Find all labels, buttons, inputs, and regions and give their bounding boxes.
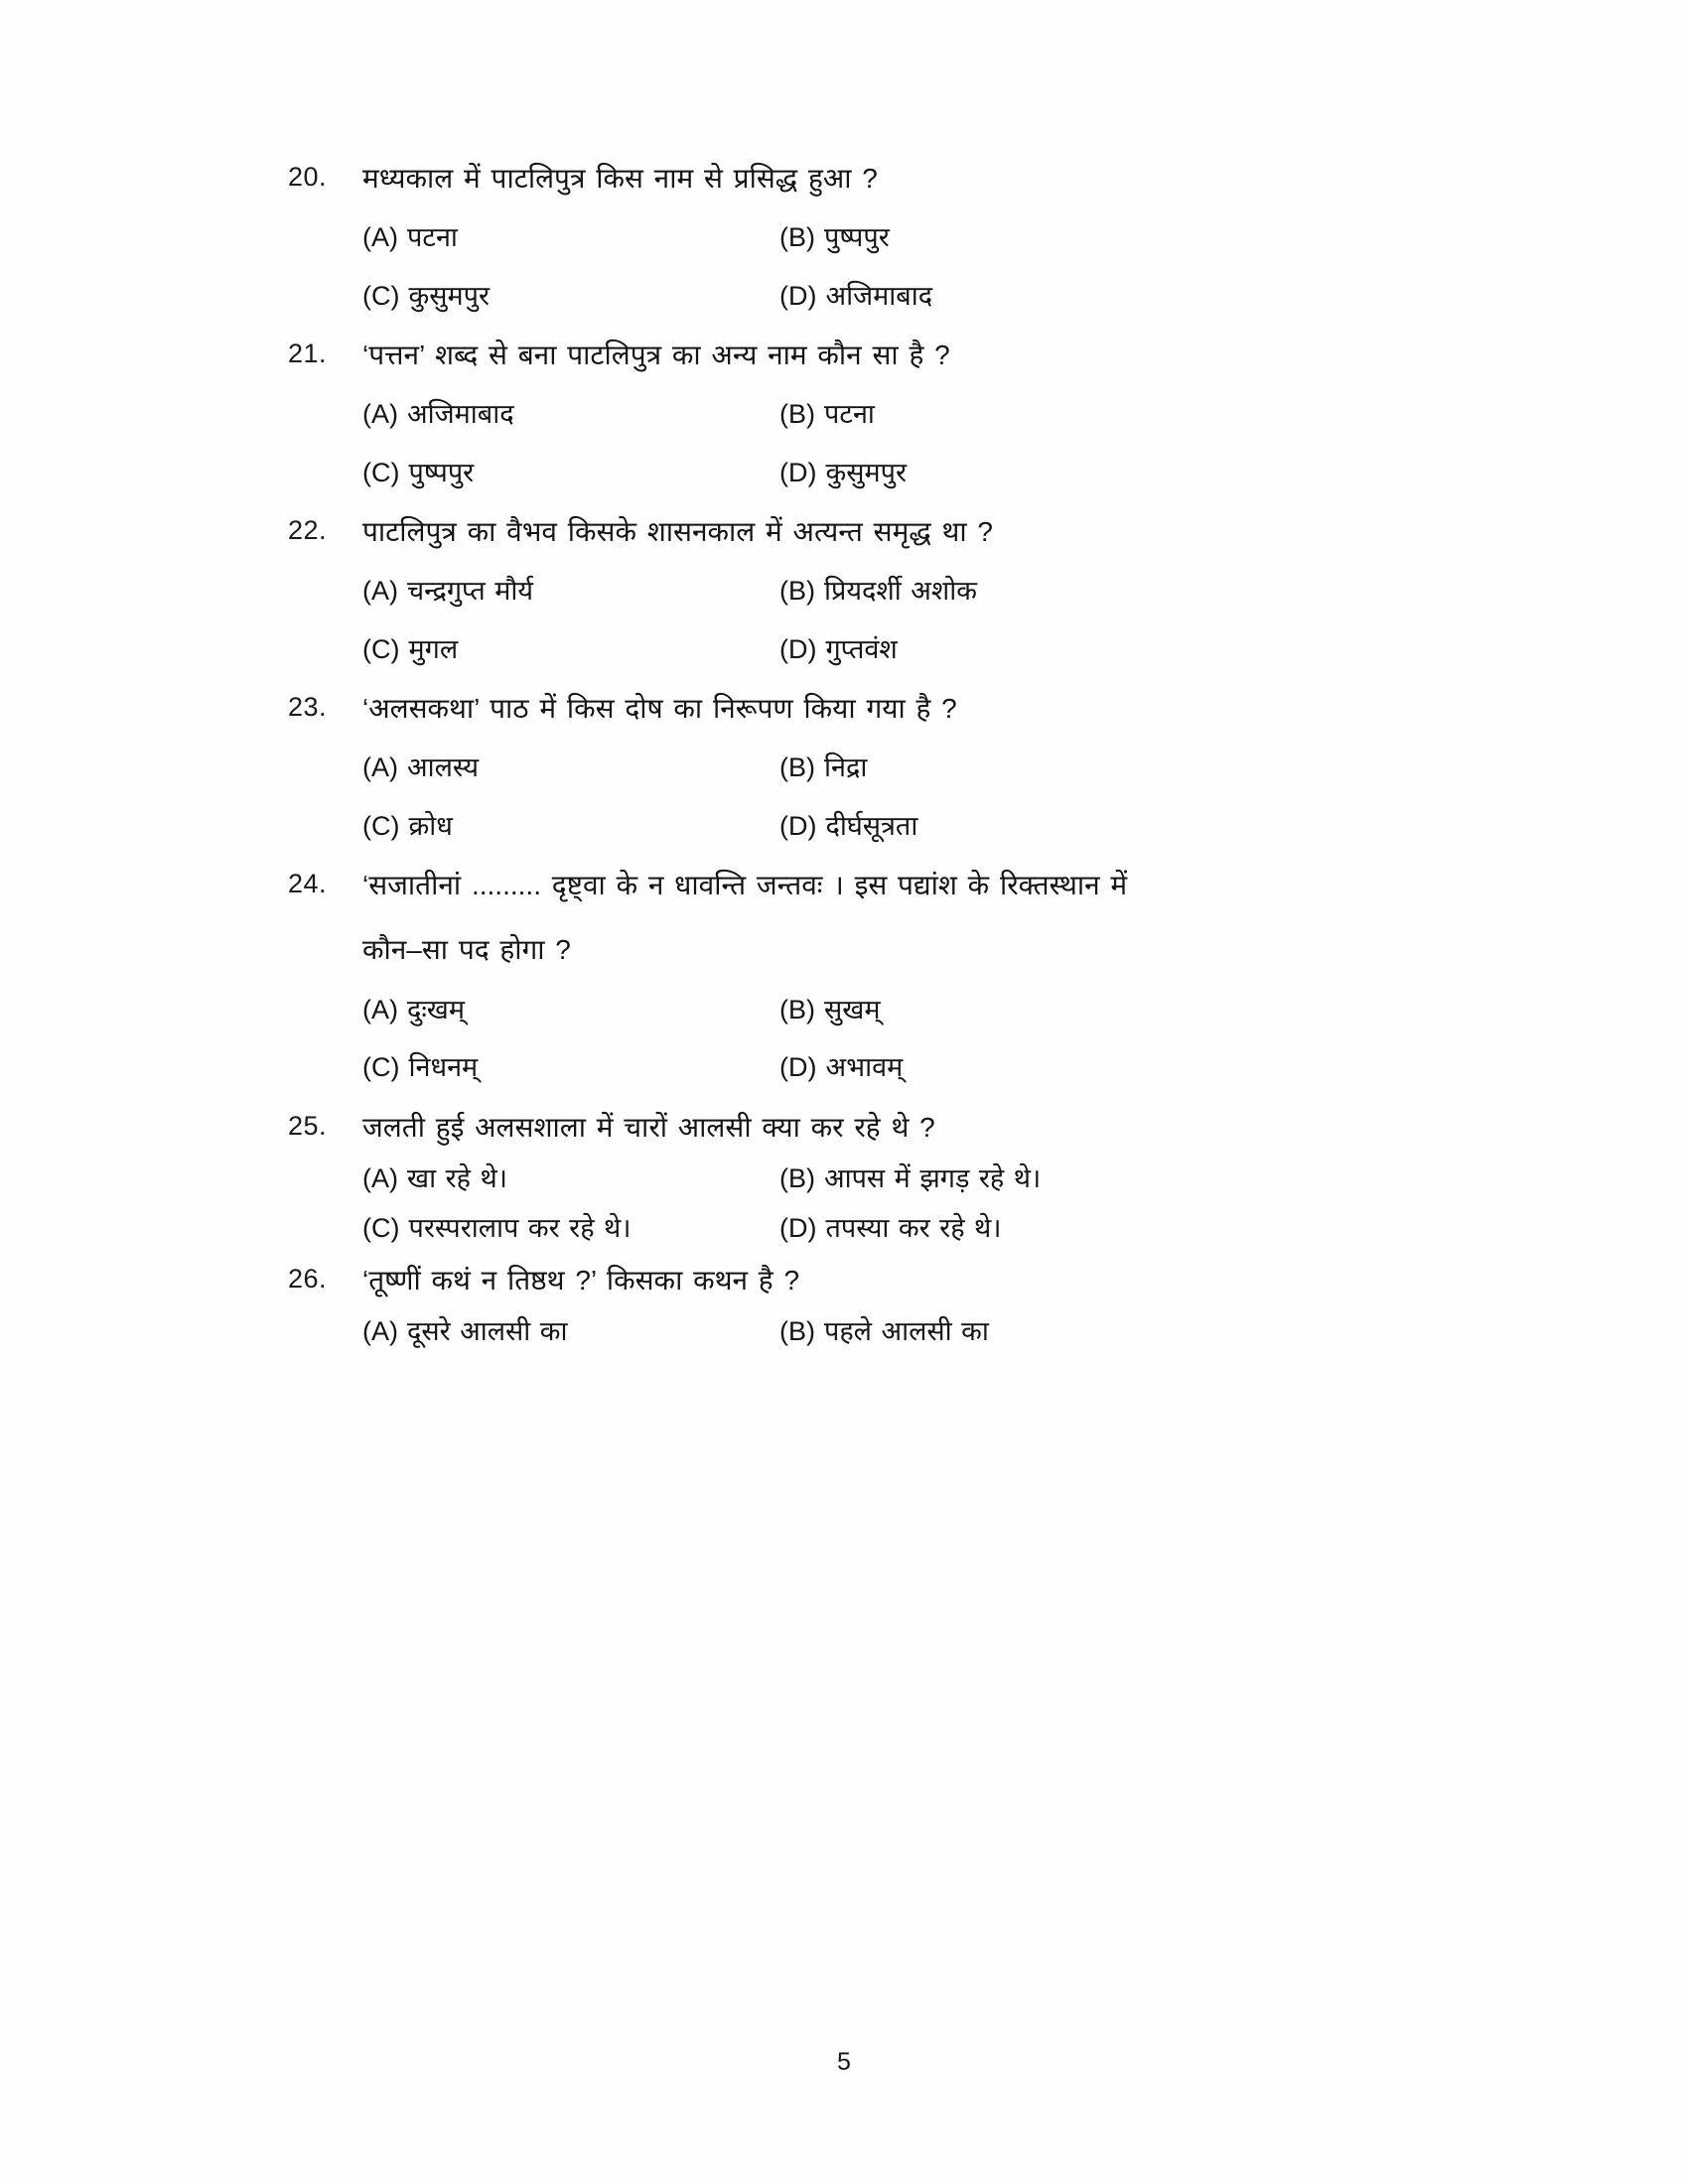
question-text: ‘पत्तन’ शब्द से बना पाटलिपुत्र का अन्य नाम कौन सा है ?: [362, 340, 950, 371]
option-row: [362, 1313, 1410, 1363]
option-letter: (A): [362, 1162, 398, 1193]
question-number: 26.: [288, 1263, 328, 1294]
option-letter: (A): [362, 222, 398, 253]
option-label: पटना: [407, 222, 458, 253]
option-group: [362, 728, 1410, 866]
option-b[interactable]: [779, 396, 1410, 432]
option-label: पुष्पपुर: [824, 222, 890, 253]
question-text: ‘सजातीनां ......... दृष्ट्वा के न धावन्ति जन्तवः । इस पद्यांश के रिक्तस्थान में: [362, 870, 1128, 901]
question-block-24: [288, 866, 1410, 1107]
option-letter: (C): [362, 457, 400, 487]
option-d[interactable]: [779, 455, 1410, 490]
option-label: सुखम्: [824, 994, 881, 1024]
option-a[interactable]: [362, 1160, 779, 1196]
option-letter: (C): [362, 280, 400, 311]
option-label: पहले आलसी का: [824, 1315, 989, 1346]
option-c[interactable]: [362, 278, 779, 314]
question-heading: [288, 336, 1410, 374]
option-letter: (C): [362, 810, 400, 841]
option-label: खा रहे थे।: [407, 1162, 507, 1193]
option-a[interactable]: [362, 992, 779, 1027]
question-block-26: [288, 1261, 1410, 1364]
option-label: पटना: [824, 399, 875, 430]
option-row: [362, 219, 1410, 277]
option-b[interactable]: [779, 219, 1410, 255]
question-text: ‘अलसकथा’ पाठ में किस दोष का निरूपण किया गया है ?: [362, 693, 957, 725]
option-label: निधनम्: [408, 1052, 479, 1083]
option-label: अभावम्: [825, 1052, 904, 1083]
option-label: तपस्या कर रहे थे।: [825, 1213, 1002, 1244]
option-row: [362, 992, 1410, 1049]
option-label: कुसुमपुर: [408, 280, 490, 311]
option-letter: (B): [779, 994, 815, 1024]
question-heading: [288, 1261, 1410, 1299]
option-letter: (D): [779, 810, 817, 841]
question-list: [288, 159, 1410, 1363]
option-label: गुप्तवंश: [825, 633, 898, 664]
option-group: [362, 970, 1410, 1108]
option-letter: (D): [779, 1052, 817, 1083]
option-row: [362, 631, 1410, 689]
option-letter: (C): [362, 1052, 400, 1083]
option-row: [362, 1160, 1410, 1210]
option-group: [362, 1147, 1410, 1261]
option-row: [362, 278, 1410, 336]
option-row: [362, 1049, 1410, 1107]
option-letter: (B): [779, 576, 815, 607]
question-number: 24.: [288, 869, 328, 899]
option-row: [362, 396, 1410, 454]
option-d[interactable]: [779, 1049, 1410, 1085]
question-heading: [288, 866, 1410, 904]
question-text: मध्यकाल में पाटलिपुत्र किस नाम से प्रसिद्ध हुआ ?: [362, 163, 878, 194]
option-label: कुसुमपुर: [825, 457, 907, 487]
option-label: दीर्घसूत्रता: [825, 810, 918, 841]
option-label: आलस्य: [407, 752, 480, 783]
question-number: 20.: [288, 162, 328, 192]
option-letter: (C): [362, 1213, 400, 1244]
option-letter: (C): [362, 633, 400, 664]
option-letter: (B): [779, 399, 815, 430]
option-label: अजिमाबाद: [825, 280, 933, 311]
question-text: जलती हुई अलसशाला में चारों आलसी क्या कर रहे थे ?: [362, 1111, 935, 1143]
question-block-25: [288, 1108, 1410, 1261]
option-c[interactable]: [362, 455, 779, 490]
option-group: [362, 551, 1410, 689]
question-heading: [288, 159, 1410, 198]
option-label: चन्द्रगुप्त मौर्य: [407, 576, 534, 607]
option-row: [362, 455, 1410, 512]
option-row: [362, 808, 1410, 866]
option-label: निद्रा: [824, 752, 868, 783]
option-row: [362, 1210, 1410, 1260]
option-d[interactable]: [779, 1210, 1410, 1246]
question-heading: [288, 512, 1410, 551]
option-c[interactable]: [362, 1210, 779, 1246]
option-letter: (A): [362, 1315, 398, 1346]
option-b[interactable]: [779, 573, 1410, 609]
option-label: दूसरे आलसी का: [407, 1315, 568, 1346]
option-a[interactable]: [362, 1313, 779, 1349]
question-text: पाटलिपुत्र का वैभव किसके शासनकाल में अत्यन्त समृद्ध था ?: [362, 516, 993, 548]
question-block-23: [288, 689, 1410, 866]
option-letter: (A): [362, 994, 398, 1024]
option-b[interactable]: [779, 750, 1410, 785]
option-a[interactable]: [362, 396, 779, 432]
option-group: [362, 374, 1410, 512]
page-number: 5: [837, 2048, 851, 2076]
option-c[interactable]: [362, 808, 779, 844]
option-d[interactable]: [779, 631, 1410, 667]
option-label: परस्परालाप कर रहे थे।: [408, 1213, 632, 1244]
option-letter: (D): [779, 1213, 817, 1244]
question-number: 25.: [288, 1110, 328, 1141]
option-c[interactable]: [362, 631, 779, 667]
option-letter: (B): [779, 1162, 815, 1193]
question-heading: [288, 1108, 1410, 1147]
question-block-20: [288, 159, 1410, 336]
option-letter: (A): [362, 576, 398, 607]
option-label: प्रियदर्शी अशोक: [824, 576, 977, 607]
option-label: दुःखम्: [407, 994, 466, 1024]
question-number: 21.: [288, 339, 328, 369]
option-letter: (D): [779, 633, 817, 664]
option-letter: (B): [779, 1315, 815, 1346]
option-letter: (B): [779, 752, 815, 783]
option-c[interactable]: [362, 1049, 779, 1085]
option-group: [362, 1299, 1410, 1363]
option-letter: (D): [779, 457, 817, 487]
question-block-22: [288, 512, 1410, 689]
option-letter: (D): [779, 280, 817, 311]
option-a[interactable]: [362, 750, 779, 785]
option-b[interactable]: [779, 992, 1410, 1027]
option-a[interactable]: [362, 573, 779, 609]
question-text-line2: कौन–सा पद होगा ?: [362, 934, 571, 966]
question-number: 23.: [288, 692, 328, 723]
question-text: ‘तूष्णीं कथं न तिष्ठथ ?’ किसका कथन है ?: [362, 1264, 800, 1296]
option-letter: (B): [779, 222, 815, 253]
option-label: पुष्पपुर: [408, 457, 475, 487]
option-d[interactable]: [779, 278, 1410, 314]
option-letter: (A): [362, 752, 398, 783]
option-letter: (A): [362, 399, 398, 430]
option-group: [362, 198, 1410, 336]
question-heading: [288, 689, 1410, 728]
option-b[interactable]: [779, 1313, 1410, 1349]
question-block-21: [288, 336, 1410, 512]
option-label: मुगल: [408, 633, 459, 664]
option-label: अजिमाबाद: [407, 399, 514, 430]
option-b[interactable]: [779, 1160, 1410, 1196]
question-number: 22.: [288, 515, 328, 546]
option-row: [362, 750, 1410, 807]
option-label: क्रोध: [408, 810, 453, 841]
option-row: [362, 573, 1410, 630]
option-label: आपस में झगड़ रहे थे।: [824, 1162, 1042, 1193]
option-d[interactable]: [779, 808, 1410, 844]
option-a[interactable]: [362, 219, 779, 255]
